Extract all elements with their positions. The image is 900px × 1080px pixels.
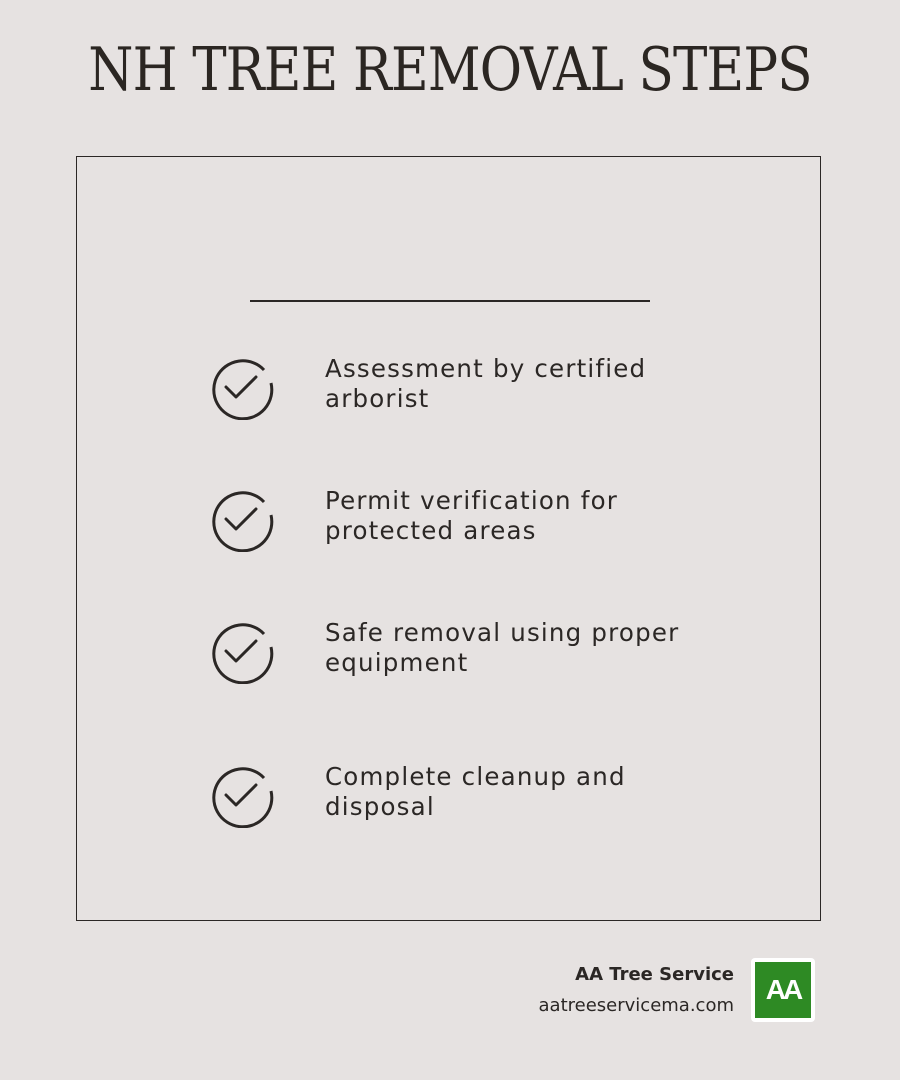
check-circle-icon bbox=[212, 764, 276, 828]
check-circle-icon bbox=[212, 356, 276, 420]
step-text: Complete cleanup and disposal bbox=[325, 762, 626, 821]
divider bbox=[250, 300, 650, 302]
step-text: Assessment by certified arborist bbox=[325, 354, 647, 413]
check-circle-icon bbox=[212, 620, 276, 684]
step-item bbox=[212, 356, 712, 426]
brand-url[interactable]: aatreeservicema.com bbox=[538, 995, 734, 1016]
leaf-logo-icon: AA bbox=[755, 962, 811, 1018]
step-item bbox=[212, 764, 712, 834]
step-text: Safe removal using proper equipment bbox=[325, 618, 680, 677]
brand-logo bbox=[751, 958, 815, 1022]
step-text: Permit verification for protected areas bbox=[325, 486, 619, 545]
step-item bbox=[212, 488, 712, 558]
check-circle-icon bbox=[212, 488, 276, 552]
step-item bbox=[212, 620, 712, 690]
brand-name: AA Tree Service bbox=[575, 964, 734, 985]
page-title: NH TREE REMOVAL STEPS bbox=[88, 35, 812, 105]
